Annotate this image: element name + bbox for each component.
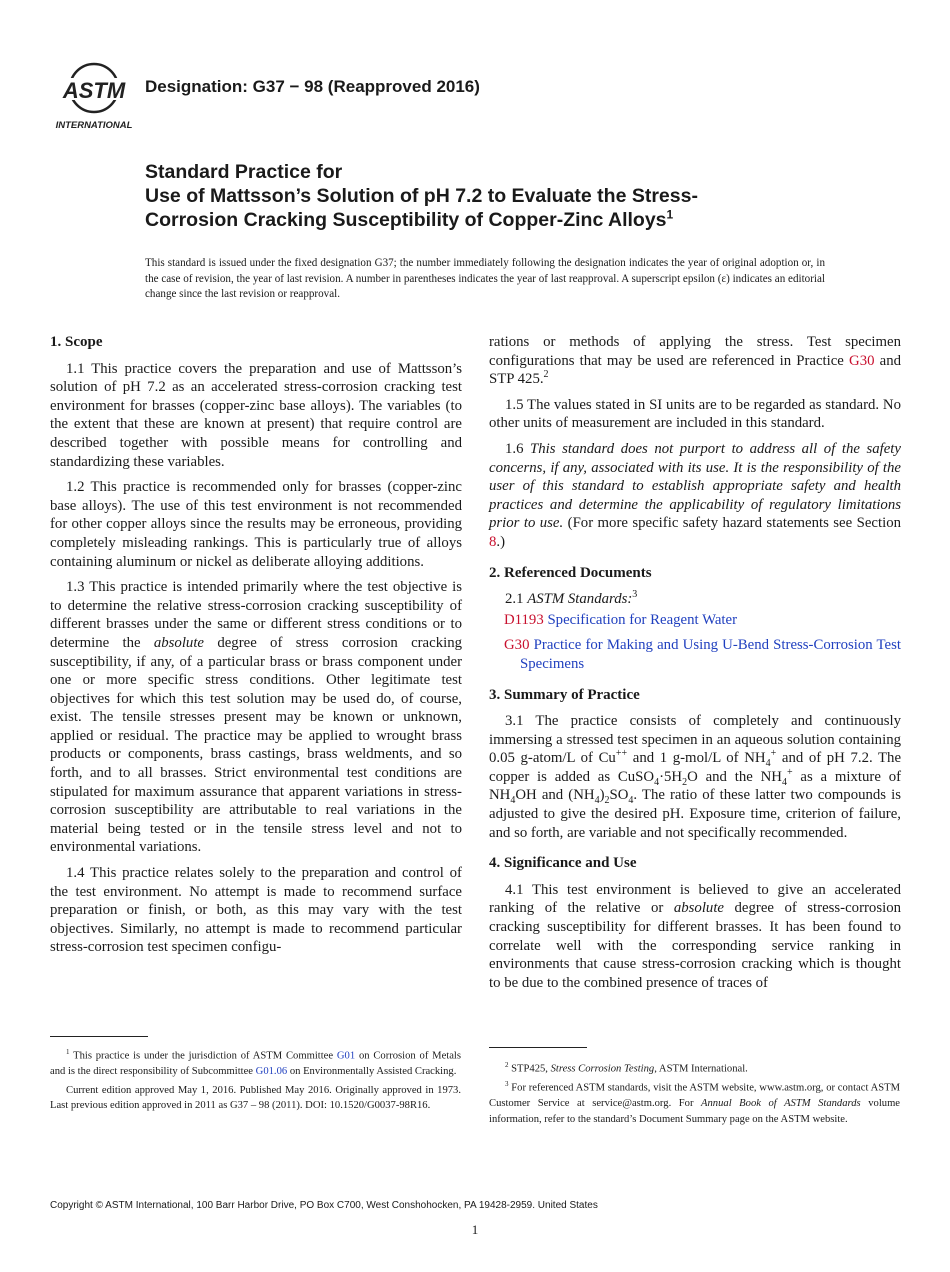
paragraph-1-4-continued: rations or methods of applying the stress. Test specimen configurations that may be used are referenced in Practice G30 and STP 425.$^2$ [489,334,902,388]
paragraph-1-5: 1.5 The values stated in SI units are to be regarded as standard. No other units of measurement are included in this standard. [489,396,901,432]
paragraph-1-6: 1.6 This standard does not purport to address all of the safety concerns, if any, associated with its use. It is the responsibility of the user of this standard to establish appropriate safety and health practices and determine the applicability of regulatory limitations prior to use. (For more specific safety hazard statements see Section 8.) [489,440,901,550]
paragraph-1-4: 1.4 This practice relates solely to the preparation and control of the test environment. No attempt is made to recommend surface preparation or finish, or both, as this may vary with the test objectives. Similarly, no attempt is made to recommend particular stress-corrosion test specimen configu- [50,865,462,956]
link-g01[interactable]: G01 [336,1050,356,1062]
footnote-2: $^2$ STP425, Stress Corrosion Testing, ASTM International. [505,1061,748,1075]
page-number: 1 [471,1222,479,1237]
footnotes-left [50,1045,461,1114]
footnote-divider-left [50,1036,148,1037]
issuance-notice: This standard is issued under the fixed designation G37; the number immediately following the designation indicates the year of original adoption or, in the case of revision, the year of last revision. A number in parentheses indicates the year of last reapproval. A superscript epsilon (ε) indicates an editorial change since the last revision or reapproval. [145,257,825,301]
link-section-8[interactable]: 8 [489,533,497,550]
title-footnote-ref[interactable]: 1 [666,207,674,222]
document-title [145,160,905,232]
title-line-1: Standard Practice for [145,161,343,183]
footnote-divider-right [489,1047,587,1048]
right-column [489,333,901,999]
astm-logo [52,60,136,132]
link-g30[interactable]: G30 [849,352,875,369]
footnote-ref-2[interactable]: 2 [543,369,549,381]
footnote-1-edition: Current edition approved May 1, 2016. Published May 2016. Originally approved in 1973. Last previous edition approved in 2011 as G37 – 98 (2011). DOI: 10.1520/G0037-98R16. [50,1084,461,1112]
link-g01-06[interactable]: G01.06 [255,1066,288,1078]
footnote-3: $^3$ For referenced ASTM standards, visit the ASTM website, www.astm.org, or contact ASTM Customer Service at service@astm.org. For Annual Book of ASTM Standards volume information, refer to the standard’s Document Summary page on the ASTM website. [489,1080,901,1125]
title-line-2: Use of Mattsson’s Solution of pH 7.2 to Evaluate the Stress- [145,185,698,207]
section-heading-referenced-documents: 2. Referenced Documents [489,564,652,581]
footnotes-right [489,1058,900,1127]
copyright-notice: Copyright © ASTM International, 100 Barr Harbor Drive, PO Box C700, West Conshohocken, PA 19428-2959. United States [50,1200,598,1211]
reference-g30[interactable] [489,636,901,673]
paragraph-1-1: 1.1 This practice covers the preparation and use of Mattsson’s solution of pH 7.2 as an accelerated stress-corrosion cracking test environment for brasses (copper-zinc base alloys). The variables (to the extent that these are known at present) that require control are described together with possible means for controlling and standardizing these variables. [50,360,462,470]
ref-title-g30[interactable]: Practice for Making and Using U-Bend Stress-Corrosion Test Specimens [520,637,901,672]
ref-title-d1193[interactable]: Specification for Reagent Water [547,611,738,628]
logo-subtext: INTERNATIONAL [55,120,133,131]
paragraph-3-1: 3.1 The practice consists of completely and continuously immersing a stressed test specimen in an aqueous solution containing 0.05 g-atom/L of Cu++ and 1 g-mol/L of $NH_4^+$ and of pH 7.2. The copper is added as $CuSO_4\cdot 5H_2O$ and the $NH_4^+$ as a mixture of $NH_4OH$ and $(NH_4)_2SO_4$. The ratio of these latter two compounds is adjusted to give the desired pH. Exposure time, criterion of failure, and so forth, are variable and not specifically recommended. [489,713,902,841]
astm-logo-mark [52,60,136,132]
section-heading-significance: 4. Significance and Use [489,855,637,872]
section-heading-summary: 3. Summary of Practice [489,686,640,703]
title-line-3: Corrosion Cracking Susceptibility of Copper-Zinc Alloys [145,209,667,231]
designation: Designation: G37 − 98 (Reapproved 2016) [145,77,480,96]
paragraph-2-1: 2.1 ASTM Standards:$^3$ [505,589,638,608]
ref-code-g30[interactable]: G30 [504,637,530,654]
paragraph-1-2: 1.2 This practice is recommended only for brasses (copper-zinc base alloys). The use of this test environment is not recommended for other copper alloys since the results may be erroneous, providing completely misleading rankings. This is particularly true of alloys containing aluminum or nickel as deliberate alloying additions. [50,479,462,570]
paragraph-4-1: 4.1 This test environment is believed to give an accelerated ranking of the relative or absolute degree of stress-corrosion cracking susceptibility for different brasses. It has been found to correlate well with the corresponding service ranking in environments that cause stress-corrosion cracking which is thought to be due to the combined presence of traces of [489,881,901,991]
footnote-1: $^1$ This practice is under the jurisdiction of ASTM Committee G01 on Corrosion of Metals and is the direct responsibility of Subcommittee G01.06 on Environmentally Assisted Cracking. [50,1048,461,1078]
logo-text: ASTM [62,78,126,103]
reference-d1193[interactable] [489,611,901,630]
footnote-ref-3[interactable]: 3 [632,589,638,601]
ref-code-d1193[interactable]: D1193 [504,611,544,628]
paragraph-1-3: 1.3 This practice is intended primarily where the test objective is to determine the relative stress-corrosion cracking susceptibility of different brasses under the same or different stress conditions or to determine the absolute degree of stress corrosion cracking susceptibility, if any, of a particular brass or brass component under one or more specific stress conditions. Other legitimate test objectives for which this test solution may be used do, of course, exist. The tensile stresses present may be known or unknown, applied or residual. The practice may be applied to wrought brass products or components, brass castings, brass weldments, and so forth, and to all brasses. Strict environmental test conditions are stipulated for maximum assurance that apparent variations in stress-corrosion susceptibility are attributable to real variations in the material being tested or in the tensile stress level and not to environmental variations. [50,579,463,856]
left-column [50,333,462,964]
section-heading-scope: 1. Scope [50,334,103,350]
